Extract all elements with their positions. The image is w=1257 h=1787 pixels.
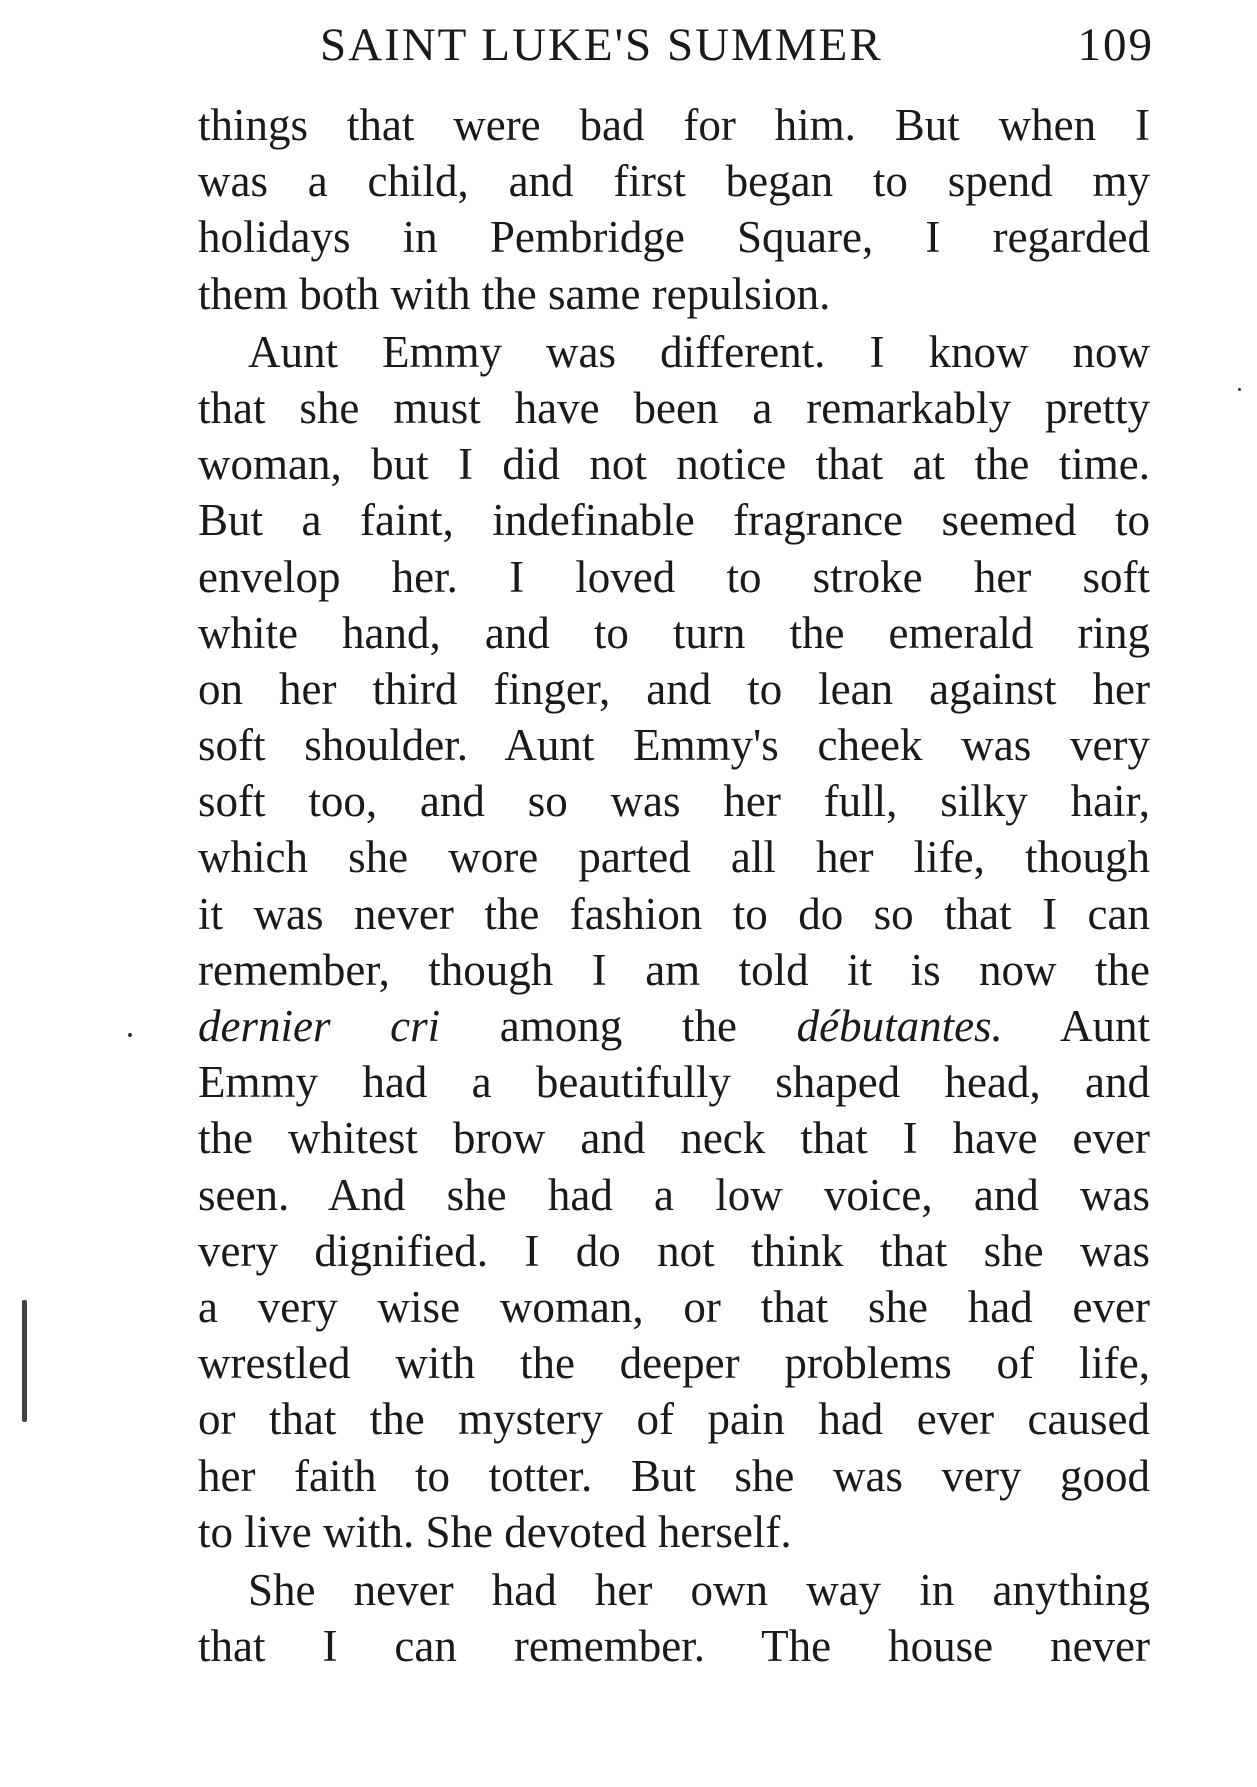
text-line: that she must have been a remarkably pretty <box>198 382 1150 433</box>
text-line: soft shoulder. Aunt Emmy's cheek was very <box>198 720 1150 771</box>
scan-artifact-dot <box>1238 388 1241 391</box>
text-line: the whitest brow and neck that I have ever <box>198 1113 1150 1164</box>
text-line: or that the mystery of pain had ever caused <box>198 1394 1150 1445</box>
text-line-with-italics <box>198 998 1150 1054</box>
text-line: wrestled with the deeper problems of life, <box>198 1338 1150 1389</box>
text-line: was a child, and first began to spend my <box>198 156 1150 207</box>
text-line: woman, but I did not notice that at the time. <box>198 439 1150 490</box>
text-span: among the <box>440 1001 797 1051</box>
text-line: very dignified. I do not think that she was <box>198 1225 1150 1276</box>
text-line: white hand, and to turn the emerald ring <box>198 607 1150 658</box>
text-line: it was never the fashion to do so that I can <box>198 888 1150 939</box>
text-line: seen. And she had a low voice, and was <box>198 1169 1150 1220</box>
page-header <box>320 18 1160 78</box>
scan-artifact-dot <box>128 1033 132 1037</box>
text-line: that I can remember. The house never <box>198 1621 1150 1672</box>
text-line: soft too, and so was her full, silky hair, <box>198 776 1150 827</box>
text-line: which she wore parted all her life, though <box>198 832 1150 883</box>
running-title: SAINT LUKE'S SUMMER <box>320 19 883 71</box>
page-number: 109 <box>1077 19 1154 71</box>
text-line: a very wise woman, or that she had ever <box>198 1281 1150 1332</box>
text-line: on her third finger, and to lean against her <box>198 663 1150 714</box>
italic-phrase: débutantes. <box>796 1001 1003 1051</box>
body-text <box>198 97 1150 1674</box>
text-line: things that were bad for him. But when I <box>198 100 1150 150</box>
text-line: to live with. She devoted herself. <box>198 1506 792 1557</box>
text-line: envelop her. I loved to stroke her soft <box>198 551 1150 602</box>
italic-phrase: dernier cri <box>198 1001 441 1051</box>
scan-artifact-mark <box>22 1300 27 1422</box>
text-line: them both with the same repulsion. <box>198 268 831 319</box>
text-line: But a faint, indefinable fragrance seemed to <box>198 495 1150 546</box>
text-line: holidays in Pembridge Square, I regarded <box>198 212 1150 263</box>
text-line: her faith to totter. But she was very good <box>198 1450 1150 1501</box>
text-line: Emmy had a beautifully shaped head, and <box>198 1057 1150 1108</box>
paragraph-start-line: Aunt Emmy was different. I know now <box>248 326 1150 377</box>
text-span: Aunt <box>1002 1001 1150 1051</box>
paragraph-start-line: She never had her own way in anything <box>248 1564 1150 1615</box>
text-line: remember, though I am told it is now the <box>198 944 1150 995</box>
